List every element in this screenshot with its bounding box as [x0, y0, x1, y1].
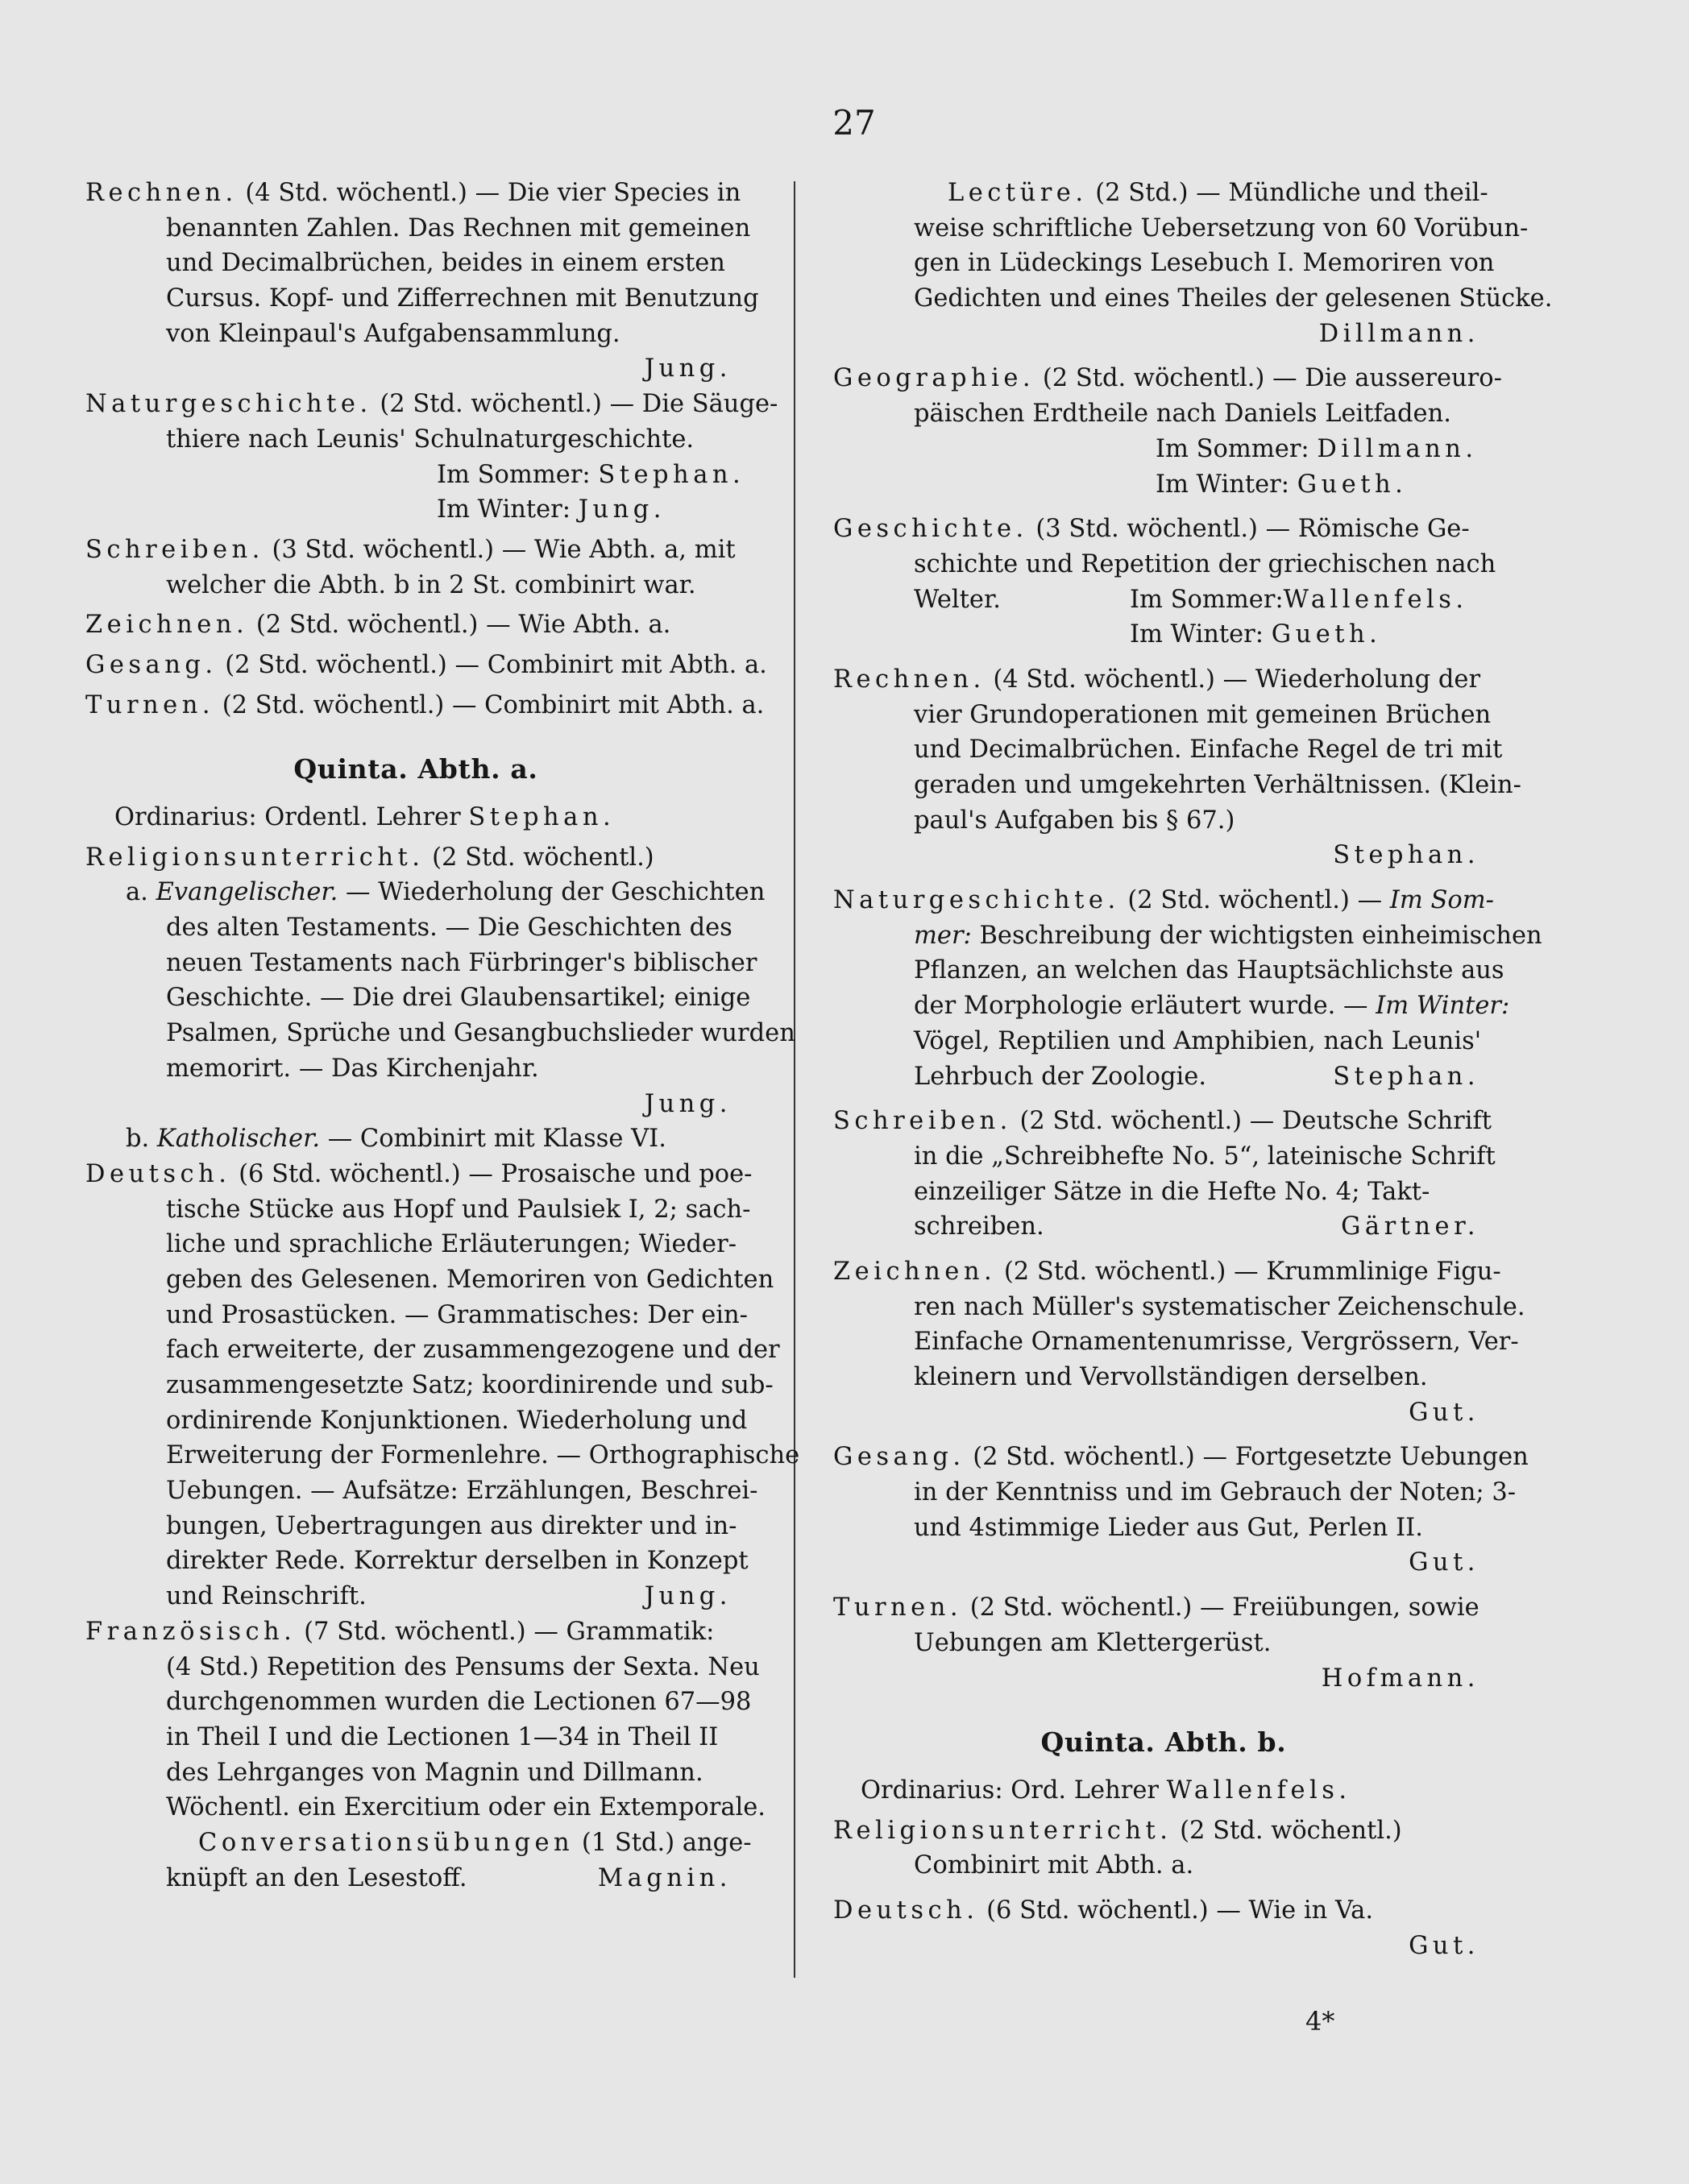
text-line: Wöchentl. ein Exercitium oder ein Extemporale.	[166, 1793, 766, 1822]
winter-label: Im Winter:	[437, 495, 579, 524]
text-line: (3 Std. wöchentl.) — Römische Ge-	[1027, 515, 1470, 544]
subject-term: Rechnen.	[833, 665, 986, 694]
text-line: schreiben.	[914, 1212, 1044, 1241]
winter-label: Im Winter:	[1130, 620, 1272, 649]
text-line: durchgenommen wurden die Lectionen 67—98	[166, 1688, 752, 1717]
text-line: vier Grundoperationen mit gemeinen Brüchen	[914, 700, 1492, 729]
text-line: (2 Std. wöchentl.) — Deutsche Schrift	[1011, 1107, 1492, 1136]
subject-term: Gesang.	[833, 1443, 965, 1472]
text-line: geraden und umgekehrten Verhältnissen. (Klein-	[914, 771, 1521, 799]
text-line: — Combinirt mit Klasse VI.	[320, 1125, 666, 1154]
subject-term: Gesang.	[85, 650, 218, 679]
text-line: (1 Std.) ange-	[574, 1828, 752, 1857]
subject-term: Turnen.	[833, 1593, 963, 1622]
teacher-name: Gueth.	[1297, 470, 1408, 499]
teacher-name: Stephan.	[598, 460, 745, 489]
teacher-name: Gärtner.	[1341, 1212, 1479, 1241]
teacher-name: Stephan.	[1333, 841, 1479, 870]
teacher-name: Gut.	[1409, 1398, 1479, 1427]
entry-zeichnen	[85, 607, 746, 643]
teacher-name: Dillmann.	[1317, 434, 1478, 463]
subject-term: Deutsch.	[85, 1159, 231, 1188]
text-line: des alten Testaments. — Die Geschichten des	[166, 914, 732, 943]
section-heading-quinta-b: Quinta. Abth. b.	[1040, 1726, 1287, 1759]
list-marker: b.	[126, 1125, 157, 1154]
text-line-italic: mer:	[914, 921, 972, 950]
winter-label: Im Winter:	[1156, 470, 1297, 499]
text-line: Erweiterung der Formenlehre. — Orthographische	[166, 1441, 800, 1470]
text-line: geben des Gelesenen. Memoriren von Gedichten	[166, 1265, 774, 1294]
section-heading-quinta-a: Quinta. Abth. a.	[293, 753, 538, 785]
entry-deutsch	[85, 1157, 800, 1614]
teacher-name: Stephan.	[1333, 1062, 1479, 1091]
text-line: ordinirende Konjunktionen. Wiederholung und	[166, 1406, 748, 1435]
teacher-name: Jung.	[578, 495, 666, 524]
entry-schreiben	[85, 533, 746, 603]
text-line: (2 Std. wöchentl.) — Die Säuge-	[371, 390, 778, 419]
text-line: thiere nach Leunis' Schulnaturgeschichte.	[166, 425, 695, 454]
text-line: päischen Erdtheile nach Daniels Leitfaden.	[914, 400, 1451, 429]
text-line: in die „Schreibhefte No. 5“, lateinische Schrift	[914, 1142, 1496, 1171]
teacher-name: Gut.	[1409, 1931, 1479, 1960]
text-line: neuen Testaments nach Fürbringer's biblischer	[166, 948, 757, 977]
text-line: ren nach Müller's systematischer Zeichenschule.	[914, 1292, 1525, 1321]
text-line: Combinirt mit Abth. a.	[914, 1851, 1194, 1880]
text-line: und Reinschrift.	[166, 1582, 367, 1611]
text-line: (2 Std. wöchentl.) — Wie Abth. a.	[248, 611, 671, 640]
ordinarius-label: Ordinarius: Ord. Lehrer	[861, 1776, 1167, 1805]
teacher-name: Wallenfels.	[1283, 585, 1468, 614]
text-line: Vögel, Reptilien und Amphibien, nach Leunis'	[914, 1026, 1482, 1055]
text-line: in der Kenntniss und im Gebrauch der Noten; 3-	[914, 1478, 1517, 1507]
teacher-name: Dillmann.	[1318, 319, 1479, 348]
entry-rechnen	[833, 662, 1521, 873]
entry-schreiben	[833, 1104, 1494, 1245]
text-line: Geschichte. — Die drei Glaubensartikel; einige	[166, 984, 751, 1013]
teacher-name: Stephan.	[468, 803, 616, 832]
text-line: schichte und Repetition der griechischen nach	[914, 549, 1496, 578]
text-line: und Decimalbrüchen, beides in einem ersten	[166, 249, 725, 278]
text-line: liche und sprachliche Erläuterungen; Wieder-	[166, 1230, 737, 1259]
entry-religion	[833, 1813, 1494, 1884]
subject-term: Religionsunterricht.	[833, 1816, 1172, 1845]
teacher-name: Jung.	[644, 1582, 732, 1611]
text-line: (7 Std. wöchentl.) — Grammatik:	[296, 1617, 715, 1646]
text-line: (2 Std. wöchentl.) — Fortgesetzte Uebungen	[965, 1443, 1529, 1472]
text-line: von Kleinpaul's Aufgabensammlung.	[166, 319, 620, 348]
text-line: welcher die Abth. b in 2 St. combinirt war.	[166, 570, 696, 599]
entry-turnen	[85, 688, 765, 723]
text-line: gen in Lüdeckings Lesebuch I. Memoriren von	[914, 249, 1495, 278]
entry-lectuere	[833, 176, 1553, 351]
text-line: (2 Std. wöchentl.) — Combinirt mit Abth. a.	[214, 690, 765, 719]
teacher-name: Jung.	[644, 1089, 732, 1118]
text-line: (2 Std. wöchentl.) — Krummlinige Figu-	[996, 1257, 1501, 1286]
subject-term: Französisch.	[85, 1617, 297, 1646]
text-line: Einfache Ornamentenumrisse, Vergrössern, Ver-	[914, 1328, 1519, 1357]
text-line: (4 Std. wöchentl.) — Wiederholung der	[985, 665, 1481, 694]
subject-term: Deutsch.	[833, 1896, 979, 1925]
text-line: zusammengesetzte Satz; koordinirende und sub-	[166, 1371, 774, 1400]
text-line: und Decimalbrüchen. Einfache Regel de tri mit	[914, 736, 1503, 765]
text-line: und Prosastücken. — Grammatisches: Der ein-	[166, 1300, 748, 1329]
entry-geschichte	[833, 512, 1494, 653]
text-line: kleinern und Vervollständigen derselben.	[914, 1363, 1428, 1391]
subject-term: Zeichnen.	[85, 611, 249, 640]
ordinarius-line	[833, 1773, 1494, 1809]
subject-term: Rechnen.	[85, 179, 238, 207]
text-line: Uebungen. — Aufsätze: Erzählungen, Beschrei-	[166, 1477, 758, 1506]
entry-deutsch	[833, 1893, 1494, 1963]
subject-term: Geschichte.	[833, 515, 1028, 544]
text-line: tische Stücke aus Hopf und Paulsiek I, 2; sach-	[166, 1195, 751, 1224]
entry-religion	[85, 840, 795, 1157]
text-line: (2 Std. wöchentl.) —	[1119, 886, 1390, 915]
text-line: (4 Std.) Repetition des Pensums der Sexta. Neu	[166, 1652, 760, 1681]
teacher-name: Gut.	[1409, 1548, 1479, 1577]
text-line: des Lehrganges von Magnin und Dillmann.	[166, 1758, 703, 1787]
text-line: (2 Std. wöchentl.)	[1172, 1816, 1402, 1845]
summer-label: Im Sommer:	[437, 460, 599, 489]
ordinarius-label: Ordinarius: Ordentl. Lehrer	[114, 803, 469, 832]
text-line: paul's Aufgaben bis § 67.)	[914, 806, 1235, 835]
text-line: knüpft an den Lesestoff.	[166, 1863, 467, 1892]
summer-label: Im Sommer:	[1130, 585, 1284, 614]
text-line: Lehrbuch der Zoologie.	[914, 1062, 1207, 1091]
text-line: (2 Std. wöchentl.) — Die aussereuro-	[1035, 364, 1502, 393]
subject-term: Schreiben.	[833, 1107, 1012, 1136]
text-line: weise schriftliche Uebersetzung von 60 Vorübun-	[914, 213, 1529, 242]
teacher-name: Gueth.	[1271, 620, 1382, 649]
subject-term: Naturgeschichte.	[833, 886, 1120, 915]
subject-term: Religionsunterricht.	[85, 843, 425, 872]
text-line: einzeiliger Sätze in die Hefte No. 4; Takt-	[914, 1177, 1430, 1206]
text-line-italic: Im Som-	[1389, 886, 1494, 915]
entry-zeichnen	[833, 1254, 1525, 1430]
column-divider	[794, 181, 795, 1978]
subsection-title: Evangelischer.	[156, 878, 338, 907]
entry-geographie	[833, 361, 1502, 502]
left-column	[85, 176, 800, 1896]
text-line: — Wiederholung der Geschichten	[338, 878, 766, 907]
text-line: Pflanzen, an welchen das Hauptsächlichste aus	[914, 956, 1504, 985]
entry-franzoesisch	[85, 1614, 766, 1896]
text-line: (2 Std. wöchentl.) — Combinirt mit Abth. a.	[217, 650, 767, 679]
subject-term: Turnen.	[85, 690, 215, 719]
text-line: (6 Std. wöchentl.) — Wie in Va.	[978, 1896, 1374, 1925]
list-marker: a.	[126, 878, 156, 907]
entry-naturgeschichte	[833, 883, 1542, 1094]
entry-naturgeschichte	[85, 387, 778, 528]
text-line: (4 Std. wöchentl.) — Die vier Species in	[237, 179, 741, 207]
text-line: Beschreibung der wichtigsten einheimischen	[971, 921, 1542, 950]
text-line: fach erweiterte, der zusammengezogene und der	[166, 1336, 780, 1365]
signature-mark: 4*	[1305, 2006, 1335, 2037]
text-line: der Morphologie erläutert wurde. —	[914, 992, 1376, 1021]
text-line: in Theil I und die Lectionen 1—34 in Theil II	[166, 1722, 719, 1751]
subject-term: Naturgeschichte.	[85, 390, 372, 419]
text-line: und 4stimmige Lieder aus Gut, Perlen II.	[914, 1513, 1423, 1542]
teacher-name: Hofmann.	[1321, 1664, 1479, 1693]
text-line: Gedichten und eines Theiles der gelesenen Stücke.	[914, 284, 1553, 313]
text-line: direkter Rede. Korrektur derselben in Konzept	[166, 1547, 749, 1576]
text-line: Cursus. Kopf- und Zifferrechnen mit Benutzung	[166, 284, 759, 313]
text-line: (2 Std. wöchentl.) — Freiübungen, sowie	[962, 1593, 1479, 1622]
entry-turnen	[833, 1590, 1494, 1696]
ordinarius-line	[85, 800, 746, 835]
subject-term: Conversationsübungen	[198, 1828, 575, 1857]
teacher-name: Magnin.	[597, 1863, 732, 1892]
text-line: Welter.	[914, 585, 1001, 614]
text-line: memorirt. — Das Kirchenjahr.	[166, 1054, 539, 1083]
text-line: (2 Std.) — Mündliche und theil-	[1087, 179, 1488, 207]
entry-gesang	[85, 648, 767, 683]
subsection-title: Katholischer.	[156, 1125, 321, 1154]
teacher-name: Jung.	[644, 354, 732, 383]
text-line: (3 Std. wöchentl.) — Wie Abth. a, mit	[264, 535, 736, 564]
text-line: benannten Zahlen. Das Rechnen mit gemeinen	[166, 213, 751, 242]
subject-term: Lectüre.	[948, 179, 1088, 207]
subject-term: Schreiben.	[85, 535, 264, 564]
text-line: (2 Std. wöchentl.)	[424, 843, 654, 872]
text-line: Uebungen am Klettergerüst.	[914, 1628, 1272, 1657]
entry-gesang	[833, 1440, 1529, 1581]
text-line: (6 Std. wöchentl.) — Prosaische und poe-	[230, 1159, 753, 1188]
teacher-name: Wallenfels.	[1166, 1776, 1351, 1805]
right-column	[833, 176, 1553, 1963]
text-line: Psalmen, Sprüche und Gesangbuchslieder wurden	[166, 1019, 795, 1048]
summer-label: Im Sommer:	[1156, 434, 1318, 463]
entry-rechnen	[85, 176, 759, 387]
subject-term: Zeichnen.	[833, 1257, 997, 1286]
text-line-italic: Im Winter:	[1376, 992, 1510, 1021]
text-line: bungen, Uebertragungen aus direkter und in-	[166, 1511, 737, 1540]
page-number: 27	[832, 103, 876, 143]
subject-term: Geographie.	[833, 364, 1035, 393]
